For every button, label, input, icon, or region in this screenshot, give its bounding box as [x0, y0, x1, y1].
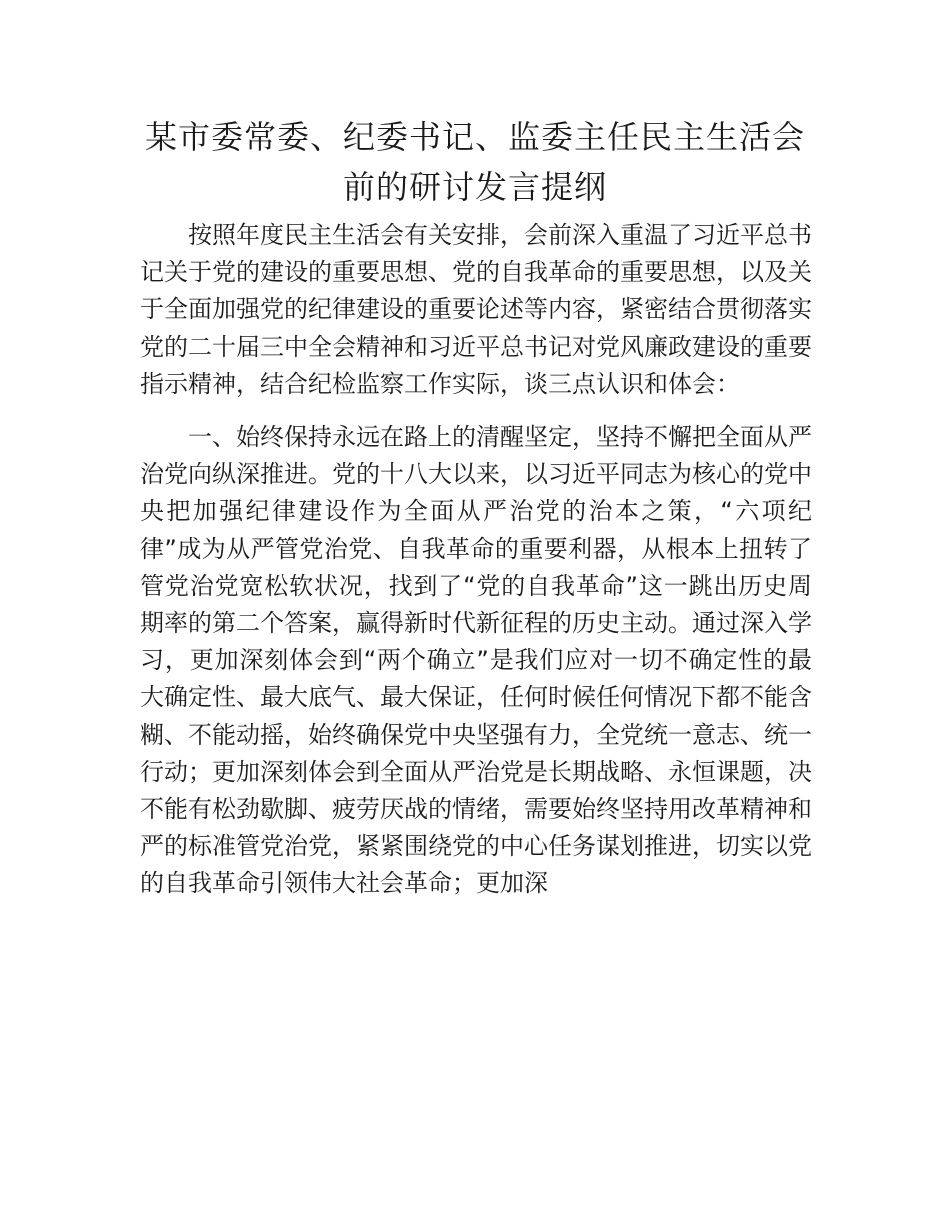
title-line-2: 前的研讨发言提纲	[342, 168, 607, 206]
document-body	[140, 217, 812, 903]
section-one-paragraph: 一、始终保持永远在路上的清醒坚定，坚持不懈把全面从严治党向纵深推进。党的十八大以来，以习近平同志为核心的党中央把加强纪律建设作为全面从严治党的治本之策，“六项纪律”成为从严管党治党、自我革命的重要利器，从根本上扭转了管党治党宽松软状况，找到了“党的自我革命”这一跳出历史周期率的第二个答案，赢得新时代新征程的历史主动。通过深入学习，更加深刻体会到“两个确立”是我们应对一切不确定性的最大确定性、最大底气、最大保证，任何时候任何情况下都不能含糊、不能动摇，始终确保党中央坚强有力，全党统一意志、统一行动；更加深刻体会到全面从严治党是长期战略、永恒课题，决不能有松劲歇脚、疲劳厌战的情绪，需要始终坚持用改革精神和严的标准管党治党，紧紧围绕党的中心任务谋划推进，切实以党的自我革命引领伟大社会革命；更加深	[140, 423, 812, 898]
title-line-1: 某市委常委、纪委书记、监委主任民主生活会	[144, 118, 805, 156]
intro-paragraph: 按照年度民主生活会有关安排，会前深入重温了习近平总书记关于党的建设的重要思想、党的自我革命的重要思想，以及关于全面加强党的纪律建设的重要论述等内容，紧密结合贯彻落实党的二十届三中全会精神和习近平总书记对党风廉政建设的重要指示精神，结合纪检监察工作实际，谈三点认识和体会：	[140, 221, 812, 398]
document-title	[100, 112, 850, 212]
